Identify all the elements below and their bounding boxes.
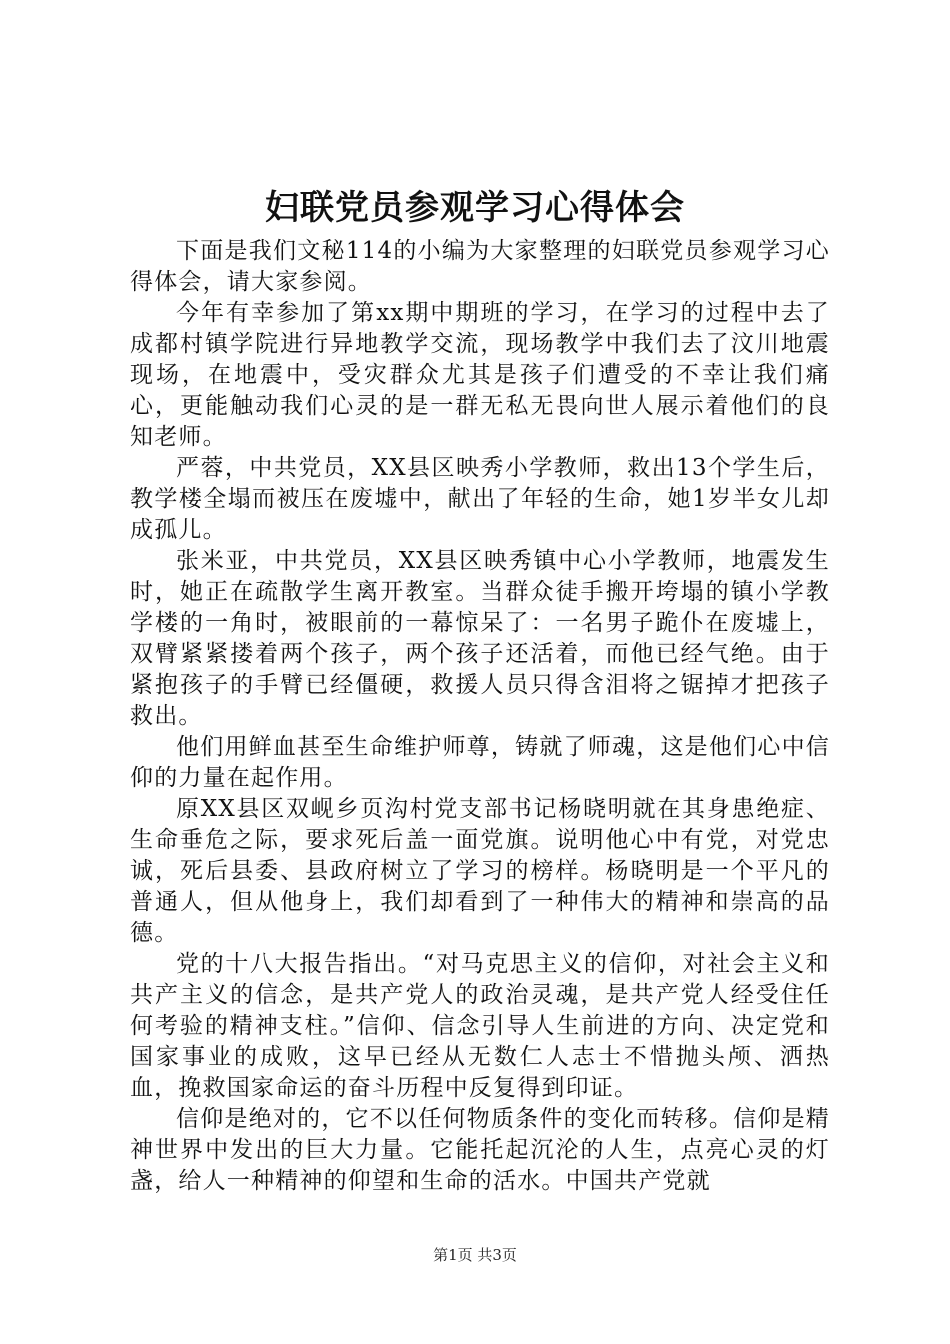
paragraph: 严蓉，中共党员，XX县区映秀小学教师，救出13个学生后，教学楼全塌而被压在废墟中，献出了年轻的生命，她1岁半女儿却成孤儿。 [130, 455, 830, 543]
paragraph: 原XX县区双岘乡页沟村党支部书记杨晓明就在其身患绝症、生命垂危之际，要求死后盖一面党旗。说明他心中有党，对党忠诚，死后县委、县政府树立了学习的榜样。杨晓明是一个平凡的普通人，但从他身上，我们却看到了一种伟大的精神和崇高的品德。 [130, 796, 830, 946]
document-title: 妇联党员参观学习心得体会 [265, 188, 685, 228]
paragraph: 党的十八大报告指出。“对马克思主义的信仰，对社会主义和共产主义的信念，是共产党人的政治灵魂，是共产党人经受住任何考验的精神支柱。”信仰、信念引导人生前进的方向、决定党和国家事业的成败，这早已经从无数仁人志士不惜抛头颅、洒热血，挽救国家命运的奋斗历程中反复得到印证。 [130, 951, 830, 1101]
paragraph: 今年有幸参加了第xx期中期班的学习，在学习的过程中去了成都村镇学院进行异地教学交流，现场教学中我们去了汶川地震现场，在地震中，受灾群众尤其是孩子们遭受的不幸让我们痛心，更能触动我们心灵的是一群无私无畏向世人展示着他们的良知老师。 [130, 300, 830, 450]
paragraph: 下面是我们文秘114的小编为大家整理的妇联党员参观学习心得体会，请大家参阅。 [130, 238, 830, 295]
paragraph: 他们用鲜血甚至生命维护师尊，铸就了师魂，这是他们心中信仰的力量在起作用。 [130, 734, 830, 791]
document-body [130, 236, 830, 1197]
page-number-footer: 第1页 共3页 [433, 1246, 517, 1264]
paragraph: 张米亚，中共党员，XX县区映秀镇中心小学教师，地震发生时，她正在疏散学生离开教室。当群众徒手搬开垮塌的镇小学教学楼的一角时，被眼前的一幕惊呆了：一名男子跪仆在废墟上，双臂紧紧搂着两个孩子，两个孩子还活着，而他已经气绝。由于紧抱孩子的手臂已经僵硬，救援人员只得含泪将之锯掉才把孩子救出。 [130, 548, 830, 729]
paragraph: 信仰是绝对的，它不以任何物质条件的变化而转移。信仰是精神世界中发出的巨大力量。它能托起沉沦的人生，点亮心灵的灯盏，给人一种精神的仰望和生命的活水。中国共产党就 [130, 1106, 830, 1194]
